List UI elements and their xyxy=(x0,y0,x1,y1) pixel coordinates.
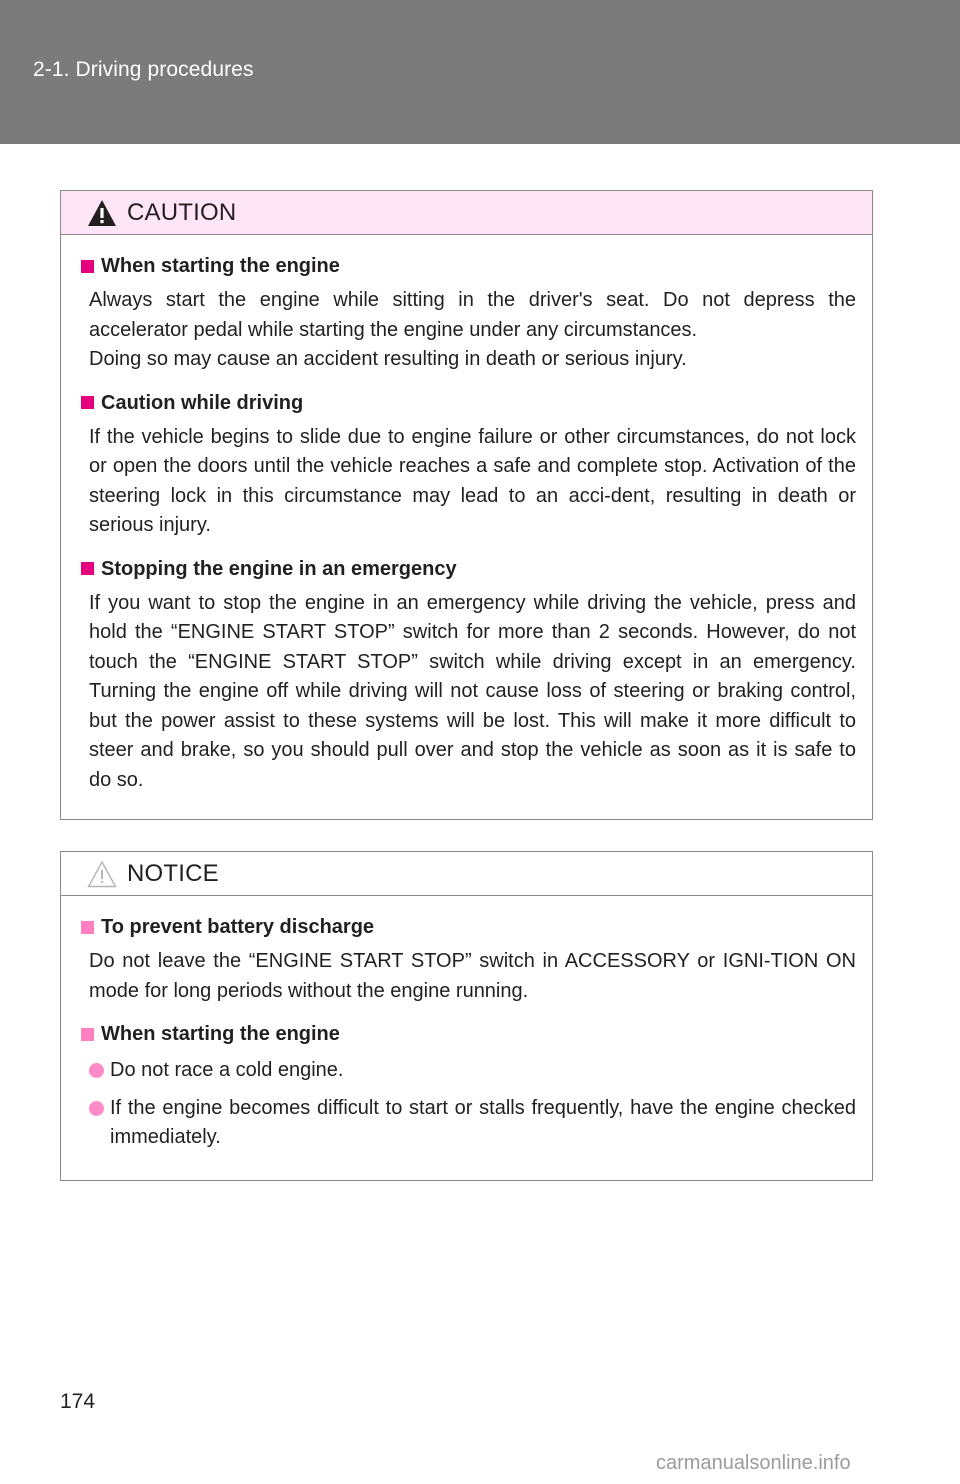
list-item: Do not race a cold engine. xyxy=(89,1056,856,1086)
circle-bullet-icon xyxy=(89,1063,104,1078)
notice-header xyxy=(61,852,872,896)
caution-item-driving xyxy=(81,389,856,541)
caution-box xyxy=(60,190,873,820)
square-bullet-icon xyxy=(81,260,94,273)
warning-icon xyxy=(87,199,117,227)
item-title: To prevent battery discharge xyxy=(101,916,375,938)
warning-outline-icon xyxy=(87,860,117,888)
caution-item-starting xyxy=(81,252,856,375)
item-paragraph: Always start the engine while sitting in the driver's seat. Do not depress the accelerator pedal while starting the engine under any circumstances. xyxy=(89,289,856,341)
item-title: When starting the engine xyxy=(101,1023,340,1045)
watermark: carmanualsonline.info xyxy=(656,1452,851,1474)
notice-label: NOTICE xyxy=(127,859,219,887)
list-item: If the engine becomes difficult to start or stalls frequently, have the engine checked immediately. xyxy=(89,1094,856,1153)
item-title: Stopping the engine in an emergency xyxy=(101,557,457,580)
square-bullet-icon xyxy=(81,396,94,409)
circle-bullet-icon xyxy=(89,1101,104,1116)
square-bullet-icon xyxy=(81,562,94,575)
item-title: When starting the engine xyxy=(101,255,340,277)
notice-box xyxy=(60,851,873,1181)
square-bullet-icon xyxy=(81,921,94,934)
caution-label: CAUTION xyxy=(127,198,237,226)
header-band xyxy=(0,0,960,144)
square-bullet-icon xyxy=(81,1028,94,1041)
section-title: 2-1. Driving procedures xyxy=(33,58,254,81)
item-paragraph: If you want to stop the engine in an emergency while driving the vehicle, press and hold the “ENGINE START STOP” switch for more than 2 seconds. However, do not touch the “ENGINE START STOP” switch while driving except in an emergency. Turning the engine off while driving will not cause loss of steering or braking control, but the power assist to these systems will be lost. This will make it more difficult to steer and brake, so you should pull over and stop the vehicle as soon as it is safe to do so. xyxy=(89,591,856,791)
caution-header xyxy=(61,191,872,235)
item-paragraph: If the vehicle begins to slide due to engine failure or other circumstances, do not lock or open the doors until the vehicle reaches a safe and complete stop. Activation of the steering lock in this circumstance may lead to an acci-dent, resulting in death or serious injury. xyxy=(89,425,856,536)
notice-item-battery xyxy=(81,913,856,1006)
item-title: Caution while driving xyxy=(101,391,304,414)
page-number: 174 xyxy=(60,1390,96,1413)
notice-item-starting xyxy=(81,1020,856,1153)
item-paragraph: Do not leave the “ENGINE START STOP” switch in ACCESSORY or IGNI-TION ON mode for long periods without the engine running. xyxy=(89,950,856,1002)
item-paragraph: Doing so may cause an accident resulting in death or serious injury. xyxy=(89,348,687,370)
caution-item-emergency xyxy=(81,555,856,796)
